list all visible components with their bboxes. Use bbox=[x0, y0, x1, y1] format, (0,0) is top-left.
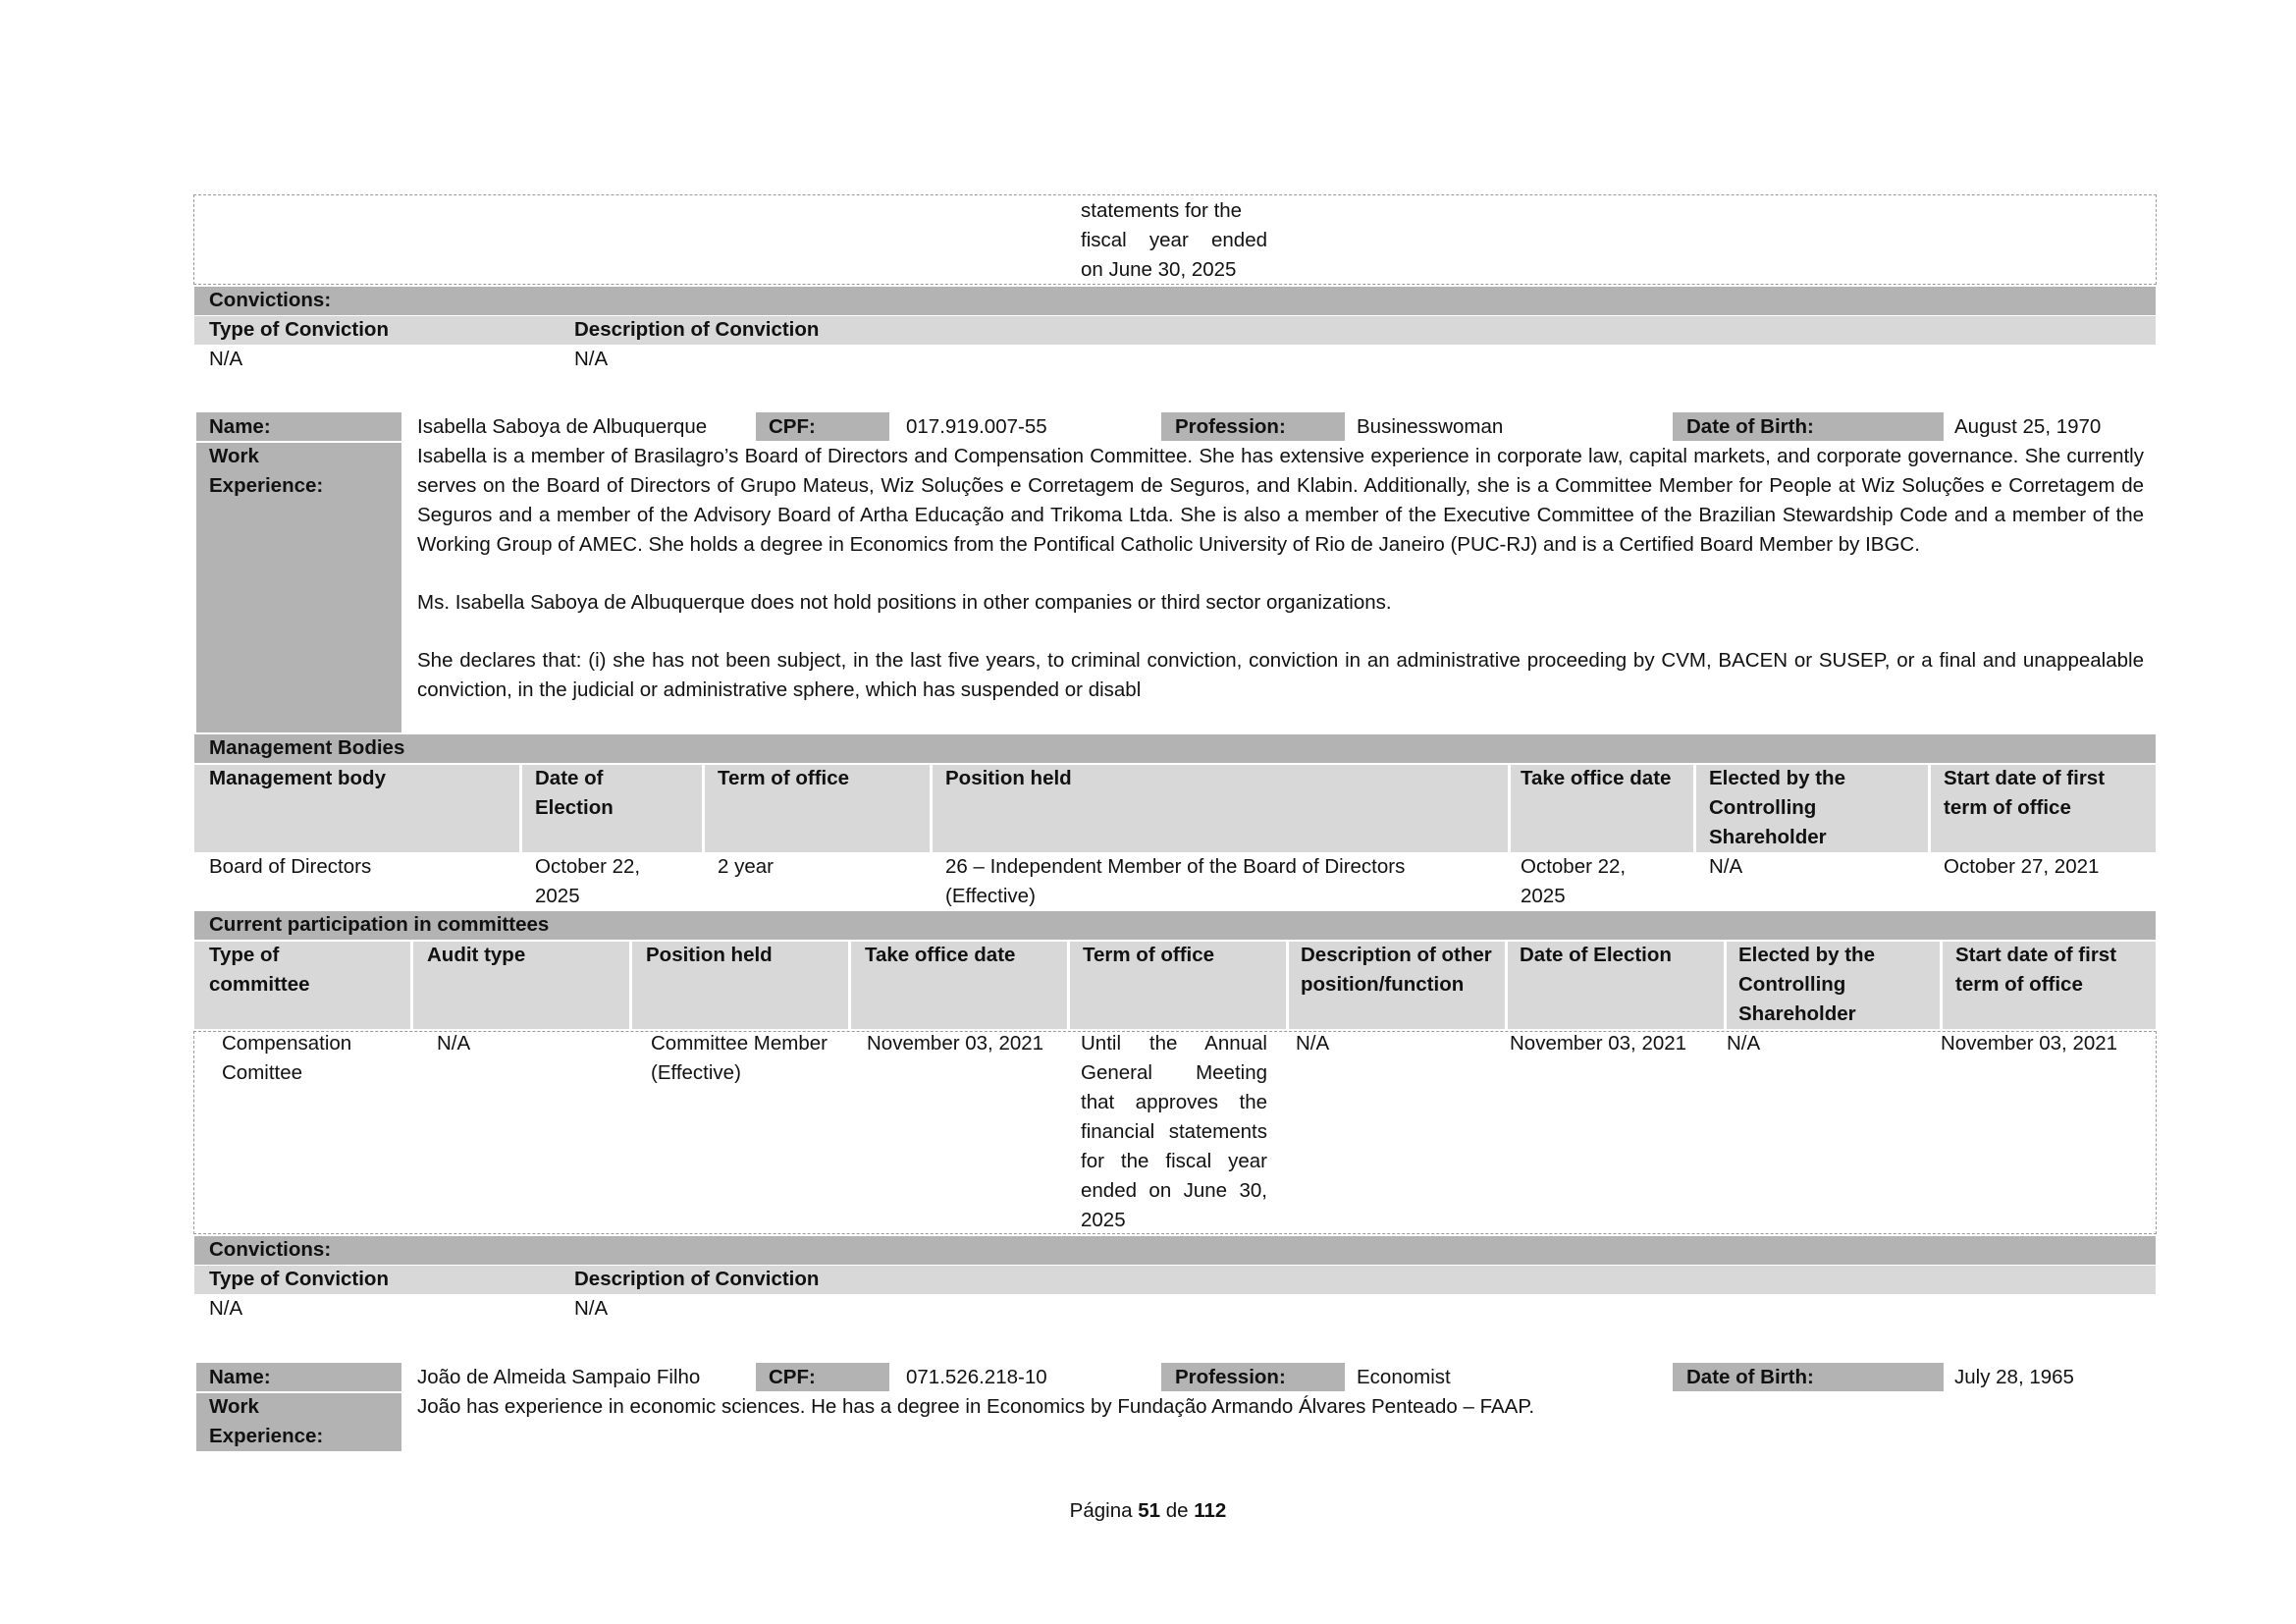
work-label-line: Work bbox=[209, 1395, 259, 1418]
comm-header-description: Description of other position/function bbox=[1301, 944, 1492, 996]
comm-row-position: Committee Member (Effective) bbox=[651, 1032, 828, 1084]
page-middle: de bbox=[1165, 1499, 1189, 1522]
comm-header-take-office: Take office date bbox=[865, 944, 1016, 966]
mgmt-row-date-election: October 22, 2025 bbox=[535, 855, 641, 907]
term-line: statements for the bbox=[1081, 199, 1243, 222]
mgmt-row-take-office: October 22, 2025 bbox=[1521, 855, 1627, 907]
convictions-title-bar bbox=[194, 287, 2156, 315]
mgmt-row-position: 26 – Independent Member of the Board of Directors (Effective) bbox=[945, 855, 1406, 907]
comm-row-audit: N/A bbox=[437, 1032, 471, 1055]
mgmt-row-elected: N/A bbox=[1709, 855, 1743, 878]
mgmt-header-body: Management body bbox=[209, 767, 386, 789]
comm-header-start-date: Start date of first term of office bbox=[1955, 944, 2117, 996]
convictions-title: Convictions: bbox=[209, 289, 332, 311]
work-paragraph: She declares that: (i) she has not been subject, in the last five years, to criminal conviction, conviction in an administrative proceeding by CVM, BACEN or SUSEP, or a final and unappealable conviction, in the judicial or administrative sphere, which has suspended or disabl bbox=[417, 649, 2144, 701]
comm-row-take-office: November 03, 2021 bbox=[867, 1032, 1044, 1055]
work-label bbox=[209, 1392, 323, 1451]
work-paragraph: Isabella is a member of Brasilagro’s Board of Directors and Compensation Committee. She has extensive experience in corporate law, capital markets, and corporate governance. She currently serves on the Board of Directors of Grupo Mateus, Wiz Soluções e Corretagem de Seguros, and Klabin. Additionally, she is a Committee Member for People at Wiz Soluções e Corretagem de Seguros and a member of the Advisory Board of Artha Educação and Trikoma Ltda. She is also a member of the Executive Committee of the Brazilian Stewardship Code and a member of the Working Group of AMEC. She holds a degree in Economics from the Pontifical Catholic University of Rio de Janeiro (PUC-RJ) and is a Certified Board Member by IBGC. bbox=[417, 445, 2144, 556]
comm-header-audit: Audit type bbox=[427, 944, 526, 966]
dob-value: August 25, 1970 bbox=[1954, 415, 2102, 438]
conviction-desc-value: N/A bbox=[574, 348, 609, 370]
work-label-line: Experience: bbox=[209, 474, 324, 497]
mgmt-row-term: 2 year bbox=[718, 855, 774, 878]
mgmt-header-date-election: Date of Election bbox=[535, 767, 614, 819]
conviction-desc-header: Description of Conviction bbox=[574, 318, 820, 341]
profession-value: Economist bbox=[1357, 1366, 1451, 1388]
comm-row-elected: N/A bbox=[1727, 1032, 1761, 1055]
name-label: Name: bbox=[209, 1366, 271, 1388]
convictions-title: Convictions: bbox=[209, 1238, 332, 1261]
work-label-line: Experience: bbox=[209, 1425, 324, 1447]
convictions-title-bar bbox=[194, 1236, 2156, 1265]
work-experience-text bbox=[417, 442, 2144, 705]
mgmt-header-elected: Elected by the Controlling Shareholder bbox=[1709, 767, 1845, 848]
comm-header-position: Position held bbox=[646, 944, 773, 966]
term-line: fiscal year ended bbox=[1081, 229, 1267, 251]
work-label-line: Work bbox=[209, 445, 259, 467]
dob-label: Date of Birth: bbox=[1686, 415, 1814, 438]
profession-label: Profession: bbox=[1175, 1366, 1286, 1388]
conviction-type-header: Type of Conviction bbox=[209, 318, 389, 341]
conviction-desc-value: N/A bbox=[574, 1297, 609, 1320]
comm-header-type: Type of committee bbox=[209, 944, 310, 996]
comm-header-date-election: Date of Election bbox=[1520, 944, 1672, 966]
person-name: Isabella Saboya de Albuquerque bbox=[417, 415, 708, 438]
cpf-label: CPF: bbox=[769, 415, 816, 438]
cpf-value: 017.919.007-55 bbox=[906, 415, 1047, 438]
convictions-header-bar bbox=[194, 316, 2156, 345]
dob-value: July 28, 1965 bbox=[1954, 1366, 2074, 1388]
comm-header-term: Term of office bbox=[1083, 944, 1215, 966]
conviction-type-value: N/A bbox=[209, 1297, 243, 1320]
term-line: on June 30, 2025 bbox=[1081, 258, 1237, 281]
dob-label: Date of Birth: bbox=[1686, 1366, 1814, 1388]
conviction-desc-header: Description of Conviction bbox=[574, 1268, 820, 1290]
mgmt-header-start-date: Start date of first term of office bbox=[1944, 767, 2106, 819]
mgmt-header-take-office: Take office date bbox=[1521, 767, 1672, 789]
management-title-bar bbox=[194, 734, 2156, 763]
work-label bbox=[209, 442, 323, 501]
person-name: João de Almeida Sampaio Filho bbox=[417, 1366, 701, 1388]
committees-title: Current participation in committees bbox=[209, 913, 550, 936]
comm-header-elected: Elected by the Controlling Shareholder bbox=[1738, 944, 1875, 1025]
convictions-header-bar bbox=[194, 1266, 2156, 1294]
page-total: 112 bbox=[1194, 1499, 1227, 1522]
cpf-label: CPF: bbox=[769, 1366, 816, 1388]
page-number: 51 bbox=[1138, 1499, 1161, 1522]
page-footer bbox=[0, 1496, 2296, 1526]
management-title: Management Bodies bbox=[209, 736, 405, 759]
comm-row-start-date: November 03, 2021 bbox=[1941, 1032, 2118, 1055]
comm-row-term: Until the Annual General Meeting that approves the financial statements for the fiscal year ended on June 30, 2025 bbox=[1081, 1032, 1267, 1231]
cpf-value: 071.526.218-10 bbox=[906, 1366, 1047, 1388]
conviction-type-header: Type of Conviction bbox=[209, 1268, 389, 1290]
mgmt-row-body: Board of Directors bbox=[209, 855, 372, 878]
profession-value: Businesswoman bbox=[1357, 415, 1504, 438]
comm-row-date-election: November 03, 2021 bbox=[1510, 1032, 1687, 1055]
work-experience-text: João has experience in economic sciences. He has a degree in Economics by Fundação Armando Álvares Penteado – FAAP. bbox=[417, 1395, 1535, 1418]
name-label: Name: bbox=[209, 415, 271, 438]
comm-row-description: N/A bbox=[1296, 1032, 1330, 1055]
mgmt-header-term: Term of office bbox=[718, 767, 850, 789]
profession-label: Profession: bbox=[1175, 415, 1286, 438]
work-paragraph: Ms. Isabella Saboya de Albuquerque does not hold positions in other companies or third sector organizations. bbox=[417, 591, 1392, 614]
mgmt-header-position: Position held bbox=[945, 767, 1072, 789]
term-continuation bbox=[1081, 196, 1267, 285]
comm-row-type: Compensation Comittee bbox=[222, 1032, 352, 1084]
mgmt-row-start-date: October 27, 2021 bbox=[1944, 855, 2100, 878]
page-prefix: Página bbox=[1069, 1499, 1133, 1522]
conviction-type-value: N/A bbox=[209, 348, 243, 370]
